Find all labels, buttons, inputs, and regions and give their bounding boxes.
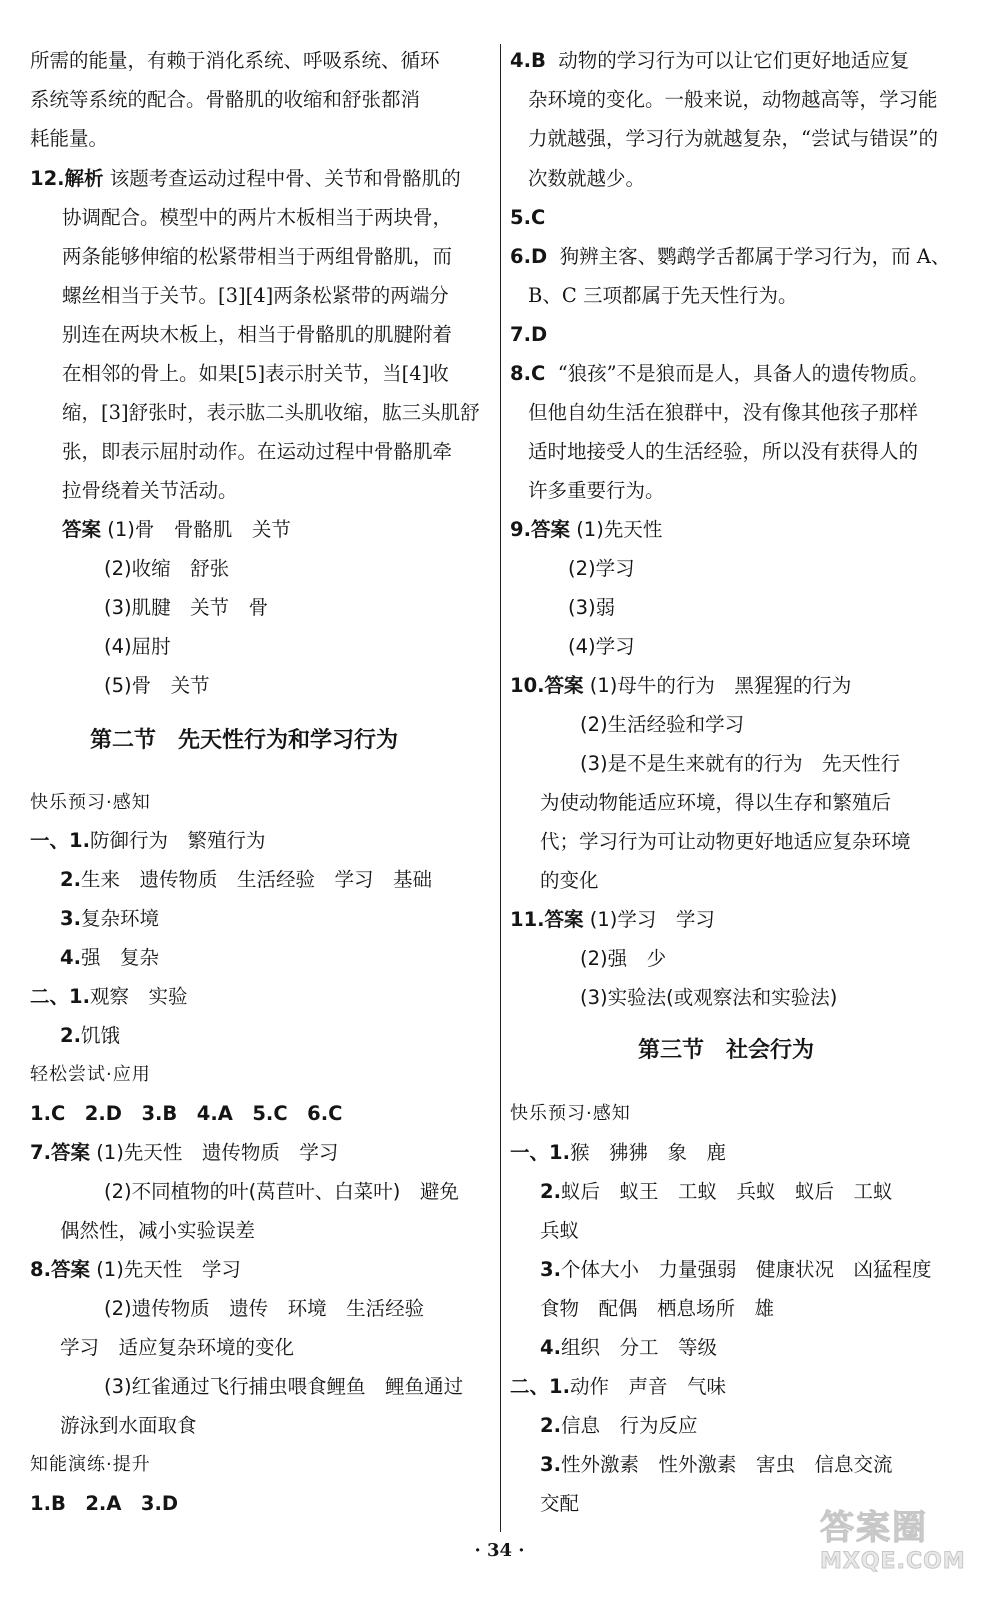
multiple-choice-answers: 1.B 2.A 3.D xyxy=(30,1492,179,1515)
item-number: 二、1. xyxy=(30,985,90,1008)
subsection-label: 快乐预习·感知 xyxy=(30,792,151,813)
answer-line xyxy=(30,984,188,1010)
question-line xyxy=(510,361,929,387)
answer-text: 性外激素 性外激素 害虫 信息交流 xyxy=(560,1453,893,1476)
answer-text: 复杂环境 xyxy=(80,907,159,930)
answer-text: (1)学习 学习 xyxy=(589,908,715,931)
item-number: 3. xyxy=(540,1258,561,1281)
answer-key: 6.D xyxy=(510,245,548,268)
answer-line: (3)弱 xyxy=(568,596,616,619)
answer-key: 7.D xyxy=(510,323,548,346)
question-12-line xyxy=(30,166,461,192)
item-number: 2. xyxy=(540,1414,561,1437)
watermark-url: MXQE.COM xyxy=(820,1549,966,1574)
answer-line: (4)屈肘 xyxy=(104,635,171,658)
subsection-label: 轻松尝试·应用 xyxy=(30,1064,151,1085)
question-number: 12. xyxy=(30,167,65,190)
text-line: 耗能量。 xyxy=(30,127,109,150)
text-line: 拉骨绕着关节活动。 xyxy=(62,479,238,502)
answer-line: (2)学习 xyxy=(568,557,635,580)
answer-label: 答案 xyxy=(50,1141,90,1164)
item-number: 3. xyxy=(60,907,81,930)
answer-line xyxy=(510,673,851,699)
text-line: 在相邻的骨上。如果[5]表示肘关节，当[4]收 xyxy=(62,362,449,385)
answer-text: 生来 遗传物质 生活经验 学习 基础 xyxy=(80,868,432,891)
question-number: 7. xyxy=(30,1141,51,1164)
text-line: 但他自幼生活在狼群中，没有像其他孩子那样 xyxy=(528,401,919,424)
question-line xyxy=(510,244,950,270)
watermark-logo xyxy=(820,1500,980,1586)
text-line: 张，即表示屈肘动作。在运动过程中骨骼肌牵 xyxy=(62,440,453,463)
text-line: 适时地接受人的生活经验，所以没有获得人的 xyxy=(528,440,919,463)
answer-line xyxy=(540,1179,893,1205)
text-line: 别连在两块木板上，相当于骨骼肌的肌腱附着 xyxy=(62,323,453,346)
answer-key: 5.C xyxy=(510,206,546,229)
item-number: 2. xyxy=(60,868,81,891)
answer-text: 防御行为 繁殖行为 xyxy=(89,829,266,852)
item-number: 二、1. xyxy=(510,1375,570,1398)
answer-label: 答案 xyxy=(530,518,570,541)
text-line: 许多重要行为。 xyxy=(528,479,665,502)
column-divider xyxy=(500,44,501,1532)
answer-line xyxy=(510,517,662,543)
answer-label: 答案 xyxy=(544,674,584,697)
item-number: 4. xyxy=(60,946,81,969)
answer-line: (2)不同植物的叶(莴苣叶、白菜叶) 避免 xyxy=(104,1180,459,1203)
answer-line: 的变化 xyxy=(540,869,599,892)
question-line xyxy=(510,48,909,74)
answer-line: 偶然性，减小实验误差 xyxy=(60,1219,256,1242)
item-number: 2. xyxy=(60,1024,81,1047)
answer-line: 兵蚁 xyxy=(540,1219,580,1242)
answer-text: 动作 声音 气味 xyxy=(569,1375,726,1398)
answer-line: (2)生活经验和学习 xyxy=(580,713,745,736)
watermark-title: 答案圈 xyxy=(820,1508,928,1548)
section-title: 第二节 先天性行为和学习行为 xyxy=(90,728,399,753)
text: 狗辨主客、鹦鹉学舌都属于学习行为，而 A、 xyxy=(559,245,951,268)
text: 该题考查运动过程中骨、关节和骨骼肌的 xyxy=(109,167,461,190)
answer-line: (3)是不是生来就有的行为 先天性行 xyxy=(580,752,901,775)
answer-text: (1)骨 骨骼肌 关节 xyxy=(107,518,291,541)
answer-line xyxy=(540,1257,932,1283)
answer-line: (2)强 少 xyxy=(580,947,667,970)
answer-text: (1)先天性 学习 xyxy=(96,1258,241,1281)
answer-line: 代；学习行为可让动物更好地适应复杂环境 xyxy=(540,830,911,853)
answer-line: 食物 配偶 栖息场所 雄 xyxy=(540,1297,775,1320)
item-number: 4. xyxy=(540,1336,561,1359)
answer-line xyxy=(540,1335,717,1361)
answer-line: (3)红雀通过飞行捕虫喂食鲤鱼 鲤鱼通过 xyxy=(104,1375,464,1398)
answer-text: 蚁后 蚁王 工蚁 兵蚁 蚁后 工蚁 xyxy=(560,1180,893,1203)
text-line: 缩，[3]舒张时，表示肱二头肌收缩，肱三头肌舒 xyxy=(62,401,480,424)
question-number: 10. xyxy=(510,674,545,697)
answer-line xyxy=(540,1413,698,1439)
answer-line: (5)骨 关节 xyxy=(104,674,210,697)
text-line: 系统等系统的配合。骨骼肌的收缩和舒张都消 xyxy=(30,88,421,111)
text-line: 两条能够伸缩的松紧带相当于两组骨骼肌，而 xyxy=(62,245,453,268)
answer-line xyxy=(30,828,266,854)
answer-line xyxy=(30,1140,338,1166)
answer-line: (2)收缩 舒张 xyxy=(104,557,230,580)
answer-line xyxy=(510,1140,726,1166)
subsection-label: 快乐预习·感知 xyxy=(510,1103,631,1124)
answer-line: (4)学习 xyxy=(568,635,635,658)
answer-line: (3)实验法(或观察法和实验法) xyxy=(580,986,838,1009)
text-line: B、C 三项都属于先天性行为。 xyxy=(528,284,798,307)
answer-text: 信息 行为反应 xyxy=(560,1414,698,1437)
answer-line xyxy=(62,517,291,543)
answer-text: 观察 实验 xyxy=(89,985,188,1008)
answer-key: 8.C xyxy=(510,362,546,385)
answer-line xyxy=(540,1452,893,1478)
answer-label: 答案 xyxy=(62,518,102,541)
text-line: 螺丝相当于关节。[3][4]两条松紧带的两端分 xyxy=(62,284,449,307)
answer-text: (1)母牛的行为 黑猩猩的行为 xyxy=(589,674,852,697)
question-number: 9. xyxy=(510,518,531,541)
answer-line xyxy=(60,945,159,971)
answer-line: 交配 xyxy=(540,1492,580,1515)
subsection-label: 知能演练·提升 xyxy=(30,1454,151,1475)
answer-line: 为使动物能适应环境，得以生存和繁殖后 xyxy=(540,791,892,814)
text-line: 所需的能量，有赖于消化系统、呼吸系统、循环 xyxy=(30,49,440,72)
answer-text: 组织 分工 等级 xyxy=(560,1336,717,1359)
answer-line: 游泳到水面取食 xyxy=(60,1414,197,1437)
answer-line xyxy=(510,907,715,933)
text: “狼孩”不是狼而是人，具备人的遗传物质。 xyxy=(557,362,929,385)
answer-text: 饥饿 xyxy=(80,1024,120,1047)
answer-label: 答案 xyxy=(50,1258,90,1281)
text-line: 力就越强，学习行为就越复杂，“尝试与错误”的 xyxy=(528,127,938,150)
answer-line xyxy=(60,867,432,893)
answer-label: 答案 xyxy=(544,908,584,931)
text-line: 次数就越少。 xyxy=(528,167,646,190)
item-number: 2. xyxy=(540,1180,561,1203)
answer-text: 猴 狒狒 象 鹿 xyxy=(569,1141,726,1164)
answer-line: (3)肌腱 关节 骨 xyxy=(104,596,269,619)
item-number: 一、1. xyxy=(30,829,90,852)
text: 动物的学习行为可以让它们更好地适应复 xyxy=(558,49,910,72)
item-number: 3. xyxy=(540,1453,561,1476)
section-title: 第三节 社会行为 xyxy=(638,1038,815,1063)
text-line: 协调配合。模型中的两片木板相当于两块骨， xyxy=(62,206,453,229)
answer-line xyxy=(30,1257,241,1283)
question-number: 8. xyxy=(30,1258,51,1281)
answer-line: 学习 适应复杂环境的变化 xyxy=(60,1336,295,1359)
text-line: 杂环境的变化。一般来说，动物越高等，学习能 xyxy=(528,88,938,111)
analysis-label: 解析 xyxy=(64,167,104,190)
answer-line: (2)遗传物质 遗传 环境 生活经验 xyxy=(104,1297,425,1320)
answer-key: 4.B xyxy=(510,49,546,72)
page-number: · 34 · xyxy=(474,1540,525,1561)
answer-line xyxy=(60,1023,120,1049)
answer-line xyxy=(60,906,159,932)
answer-text: 强 复杂 xyxy=(80,946,159,969)
answer-text: (1)先天性 遗传物质 学习 xyxy=(96,1141,339,1164)
multiple-choice-answers: 1.C 2.D 3.B 4.A 5.C 6.C xyxy=(30,1102,343,1125)
answer-line xyxy=(510,1374,726,1400)
item-number: 一、1. xyxy=(510,1141,570,1164)
question-number: 11. xyxy=(510,908,545,931)
answer-text: 个体大小 力量强弱 健康状况 凶猛程度 xyxy=(560,1258,932,1281)
answer-text: (1)先天性 xyxy=(576,518,663,541)
